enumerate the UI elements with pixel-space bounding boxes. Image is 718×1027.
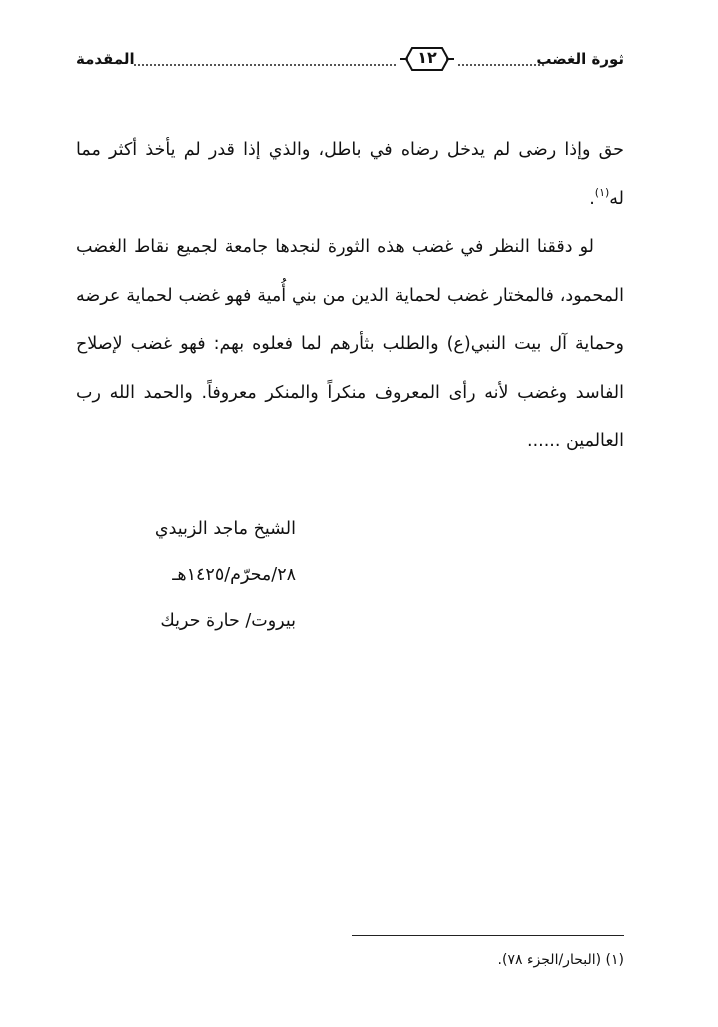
paragraph-1: [76, 126, 624, 223]
section-title: المقدمة: [76, 50, 135, 68]
signature-place: بيروت/ حارة حريك: [160, 611, 296, 631]
footnote-reference: (١): [594, 185, 610, 199]
author-name: الشيخ ماجد الزبيدي: [154, 519, 296, 539]
header-dotted-leader-right: [458, 64, 544, 66]
page-number: ١٢: [417, 48, 437, 67]
paragraph-1-text: حق وإذا رضى لم يدخل رضاه في باطل، والذي إذا قدر لم يأخذ أكثر مما له: [76, 140, 624, 209]
header-dotted-leader-left: [134, 64, 396, 66]
signature-date: ٢٨/محرّم/١٤٢٥هـ: [172, 565, 296, 585]
footnote-separator: [352, 935, 624, 936]
signature-block: [120, 506, 296, 644]
paragraph-1-end: .: [589, 188, 595, 209]
running-header: [76, 44, 624, 76]
footnote: (١) (البحار/الجزء ٧٨).: [497, 952, 624, 968]
paragraph-2: لو دققنا النظر في غضب هذه الثورة لنجدها جامعة لجميع نقاط الغضب المحمود، فالمختار غضب لحماية الدين من بني أُمية فهو غضب لحماية عرضه وحماية آل بيت النبي(ع) والطلب بثأرهم لما فعلوه بهم: فهو غضب لإصلاح الفاسد وغضب لأنه رأى المعروف منكراً والمنكر معروفاً. والحمد الله رب العالمين ......: [76, 237, 624, 451]
page-number-ornament: [398, 44, 456, 74]
main-text: [76, 126, 624, 466]
book-title: ثورة الغضب: [536, 50, 624, 68]
